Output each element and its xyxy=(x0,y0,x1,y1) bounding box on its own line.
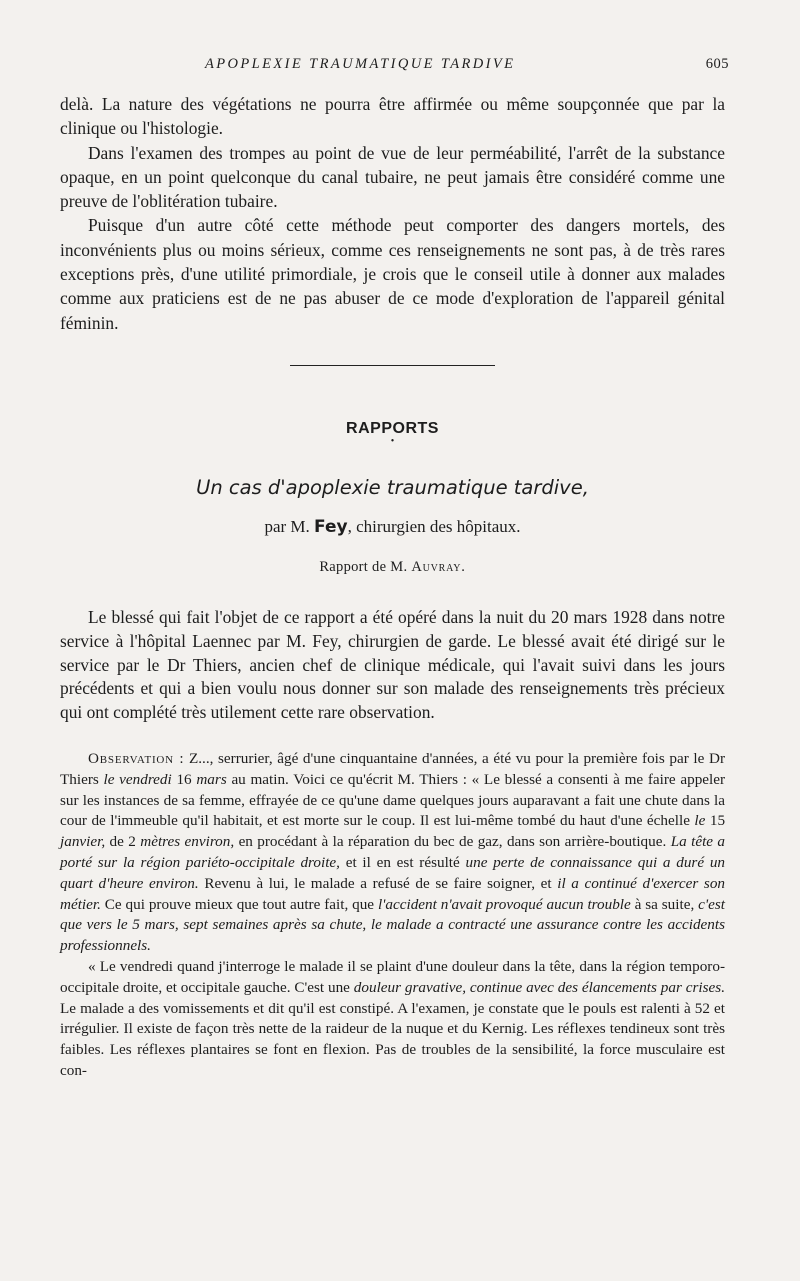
obs-italic: il a continué d'exercer son métier. xyxy=(60,874,726,913)
obs-text: à sa suite, xyxy=(634,895,695,913)
obs-italic: La tête a porté sur la région pariéto-occipitale droite, xyxy=(60,833,726,871)
obs-italic: c'est que vers le 5 mars, sept semaines après sa chute, le malade a contracté une assurance contre les accidents professionnels. xyxy=(60,895,726,955)
obs-italic: le vendredi xyxy=(103,770,172,788)
obs-text: en procédant à la réparation du bec de gaz, dans son arrière-boutique. xyxy=(238,833,667,851)
page-number: 605 xyxy=(705,56,729,72)
running-title: APOPLEXIE TRAUMATIQUE TARDIVE xyxy=(205,56,516,72)
page xyxy=(60,56,729,1082)
obs-text: Revenu à lui, le malade a refusé de se faire soigner, et xyxy=(204,874,552,892)
obs-italic: le xyxy=(694,812,706,830)
intro-paragraph: delà. La nature des végétations ne pourra être affirmée ou même soupçonnée que par la clinique ou l'histologie. xyxy=(60,94,725,139)
running-header xyxy=(60,56,729,80)
obs-text: Ce qui prouve mieux que tout autre fait, que xyxy=(104,895,375,913)
reporter-name: Auvray. xyxy=(411,558,466,575)
obs-italic: janvier, xyxy=(60,833,106,851)
observation-paragraph xyxy=(60,957,725,1082)
intro-paragraph: Puisque d'un autre côté cette méthode peut comporter des dangers mortels, des inconvénients plus ou moins sérieux, comme ces renseignements ne sont pas, à de très rares exceptions près, d'une utilité primordiale, je crois que le conseil utile à donner aux malades comme aux praticiens est de ne pas abuser de ce mode d'exploration de l'appareil génital féminin. xyxy=(60,215,725,333)
lead-paragraph: Le blessé qui fait l'objet de ce rapport a été opéré dans la nuit du 20 mars 1928 dans notre service à l'hôpital Laennec par M. Fey, chirurgien de garde. Le blessé avait été dirigé sur le service par le Dr Thiers, ancien chef de clinique médicale, qui l'avait suivi dans les jours précédents et qui a bien voulu nous donner sur son malade des renseignements très précieux qui ont complété très utilement cette rare observation. xyxy=(60,606,725,723)
article-title: Un cas d'apoplexie traumatique tardive, xyxy=(196,475,589,499)
intro-paragraph: Dans l'examen des trompes au point de vue de leur perméabilité, l'arrêt de la substance opaque, en un point quelconque du canal tubaire, ne peut jamais être considéré comme une preuve de l'oblitération tubaire. xyxy=(60,142,725,212)
obs-text: 16 xyxy=(176,770,192,788)
author-name: Fey xyxy=(314,516,348,537)
report-prefix: Rapport de M. xyxy=(319,558,408,575)
obs-italic: une perte de connaissance qui a duré un quart d'heure environ. xyxy=(60,853,726,892)
obs-italic: mètres environ, xyxy=(140,833,235,851)
obs-text: et il en est résulté xyxy=(345,853,460,871)
observation-paragraph xyxy=(60,749,725,957)
obs-text: 15 xyxy=(709,812,726,830)
obs-text: de 2 xyxy=(109,833,136,851)
obs-text: Z..., serrurier, âgé d'une cinquantaine d'années, a été vu pour la première fois par le Dr Thiers xyxy=(60,749,725,788)
report-line xyxy=(60,559,725,576)
heading-dot: • xyxy=(390,435,395,447)
byline-prefix: par M. xyxy=(264,516,310,536)
obs-text: Le malade a des vomissements et dit qu'il est constipé. A l'examen, je constate que le pouls est ralenti à 52 et irrégulier. Il existe de façon très nette de la raideur de la nuque et du Kernig. Les réflexes tendineux sont très faibles. Les réflexes plantaires se font en flexion. Pas de troubles de la sensibilité, la force musculaire est con- xyxy=(60,999,725,1079)
obs-text: au matin. Voici ce qu'écrit M. Thiers : « Le blessé a consenti à me faire appeler sur les instances de sa femme, effrayée de ce qu'une dame quelques jours auparavant a fait une chute dans la cour de l'immeuble qu'il habitait, et est morte sur le coup. Il est lui-même tombé du haut d'une échelle xyxy=(60,770,726,830)
section-divider xyxy=(290,365,495,366)
obs-text: « Le vendredi quand j'interroge le malade il se plaint d'une douleur dans la tête, dans la région temporo-occipitale droite, et occipitale gauche. C'est une xyxy=(60,957,725,996)
section-heading: RAPPORTS xyxy=(346,419,439,437)
byline xyxy=(60,517,725,537)
obs-italic: l'accident n'avait provoqué aucun trouble xyxy=(377,895,631,913)
obs-italic: douleur gravative, continue avec des élancements par crises. xyxy=(353,978,725,996)
byline-suffix: , chirurgien des hôpitaux. xyxy=(347,516,521,536)
observation-label: Observation : xyxy=(88,749,185,767)
intro-text xyxy=(60,92,725,335)
obs-italic: mars xyxy=(196,770,227,788)
